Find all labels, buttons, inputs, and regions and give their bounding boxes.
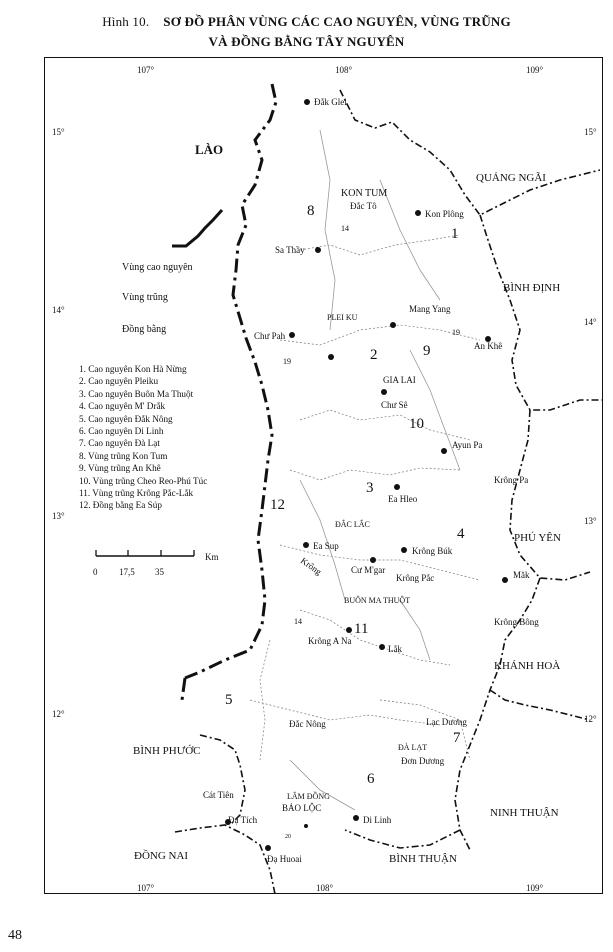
label-binh-phuoc: BÌNH PHƯỚC	[133, 745, 201, 757]
svg-text:Krông Pắc: Krông Pắc	[396, 573, 435, 583]
svg-text:Krông: Krông	[298, 555, 324, 577]
svg-text:Lắk: Lắk	[388, 644, 402, 654]
dot-chu-pah	[289, 332, 295, 338]
label-khanh-hoa: KHÁNH HOÀ	[494, 660, 561, 672]
svg-text:Đắc Nông: Đắc Nông	[289, 719, 326, 729]
svg-text:Ea Hleo: Ea Hleo	[388, 494, 418, 504]
label-dac-lac: ĐẮC LẮC	[335, 520, 370, 529]
svg-text:20: 20	[285, 834, 291, 840]
dot-krong-ana	[346, 627, 352, 633]
svg-text:0: 0	[93, 567, 98, 577]
svg-text:Mang Yang: Mang Yang	[409, 304, 451, 314]
svg-text:Cư M'gar: Cư M'gar	[351, 565, 386, 575]
label-quang-ngai: QUẢNG NGÃI	[476, 172, 546, 184]
label-binh-thuan: BÌNH THUẬN	[389, 853, 457, 865]
label-bao-loc: BẢO LỘC	[282, 803, 322, 813]
dot-sa-thay	[315, 247, 321, 253]
svg-text:17,5: 17,5	[119, 567, 135, 577]
rivers	[290, 130, 460, 810]
svg-text:Chư Pah: Chư Pah	[254, 331, 286, 341]
legend-item: 1. Cao nguyên Kon Hà Nừng	[79, 364, 187, 374]
svg-text:13°: 13°	[52, 511, 65, 521]
svg-text:Đắk Glei: Đắk Glei	[314, 97, 347, 107]
label-pleiku: PLEI KU	[327, 313, 358, 322]
svg-text:Đơn Dương: Đơn Dương	[401, 756, 445, 766]
svg-text:15°: 15°	[584, 127, 597, 137]
svg-text:Krông A Na: Krông A Na	[308, 636, 352, 646]
dot-ayun-pa	[441, 448, 447, 454]
svg-text:3: 3	[366, 480, 374, 496]
dot-ea-hleo	[394, 484, 400, 490]
svg-text:35: 35	[155, 567, 164, 577]
label-da-lat: ĐÀ LẠT	[398, 743, 428, 752]
svg-text:Di Linh: Di Linh	[363, 815, 392, 825]
legend-item: 12. Đồng bằng Ea Súp	[79, 500, 162, 511]
dot-ea-sup	[303, 542, 309, 548]
svg-text:11: 11	[354, 621, 369, 637]
svg-text:13°: 13°	[584, 516, 597, 526]
label-lao: LÀO	[195, 142, 224, 157]
dot-da-huoai	[265, 845, 271, 851]
dot-cu-mgar	[370, 557, 376, 563]
legend-plain: Đồng bằng	[122, 324, 167, 335]
svg-text:109°: 109°	[526, 65, 544, 75]
svg-text:Đạ Huoai: Đạ Huoai	[267, 854, 302, 864]
svg-text:107°: 107°	[137, 65, 155, 75]
legend-depression: Vùng trũng	[122, 292, 168, 303]
legend-item: 10. Vùng trũng Cheo Reo-Phú Túc	[79, 475, 208, 486]
svg-text:15°: 15°	[52, 127, 65, 137]
label-ninh-thuan: NINH THUẬN	[490, 807, 559, 819]
scale-bar	[93, 550, 219, 577]
svg-text:10: 10	[409, 416, 424, 432]
svg-text:Măk: Măk	[513, 570, 530, 580]
svg-text:12: 12	[270, 497, 285, 513]
map-title-line2: VÀ ĐỒNG BẰNG TÂY NGUYÊN	[208, 34, 405, 49]
legend-item: 11. Vùng trũng Krông Pắc-Lắk	[79, 488, 194, 499]
svg-text:108°: 108°	[316, 883, 334, 893]
svg-text:Cát Tiên: Cát Tiên	[203, 790, 234, 800]
laos-border-spur	[172, 210, 222, 246]
legend-item: 8. Vùng trũng Kon Tum	[79, 450, 168, 461]
svg-text:107°: 107°	[137, 883, 155, 893]
svg-text:Chư Sê: Chư Sê	[381, 400, 408, 410]
page-number: 48	[8, 928, 22, 943]
svg-text:8: 8	[307, 203, 315, 219]
svg-text:108°: 108°	[335, 65, 353, 75]
label-lam-dong: LÂM ĐỒNG	[287, 792, 330, 801]
svg-text:19: 19	[452, 328, 460, 337]
dot-bao-loc	[304, 824, 308, 828]
dot-pleiku	[328, 354, 334, 360]
dot-mak	[502, 577, 508, 583]
svg-text:Đạ Tích: Đạ Tích	[228, 815, 258, 825]
dot-chu-se	[381, 389, 387, 395]
svg-text:12°: 12°	[584, 714, 597, 724]
svg-text:1: 1	[451, 226, 459, 242]
svg-text:14°: 14°	[584, 317, 597, 327]
label-kon-tum: KON TUM	[341, 188, 388, 199]
svg-text:Lạc Dương: Lạc Dương	[426, 717, 467, 727]
svg-text:14: 14	[294, 617, 302, 626]
dot-krong-buk	[401, 547, 407, 553]
dot-di-linh	[353, 815, 359, 821]
figure-label: Hình 10.	[102, 14, 150, 29]
dot-dak-glei	[304, 99, 310, 105]
legend-plateau: Vùng cao nguyên	[122, 262, 193, 273]
svg-text:9: 9	[423, 343, 431, 359]
label-phu-yen: PHÚ YÊN	[514, 532, 561, 544]
svg-text:Ayun Pa: Ayun Pa	[452, 440, 483, 450]
legend-item: 2. Cao nguyên Pleiku	[79, 376, 159, 387]
svg-text:109°: 109°	[526, 883, 544, 893]
svg-text:Km: Km	[205, 552, 219, 562]
svg-text:12°: 12°	[52, 709, 65, 719]
svg-text:Sa Thầy: Sa Thầy	[275, 245, 305, 255]
zone-numbers	[225, 203, 465, 787]
svg-text:Krông Bông: Krông Bông	[494, 617, 539, 627]
svg-text:An Khê: An Khê	[474, 341, 503, 351]
label-buon-ma-thuot: BUÔN MA THUỘT	[344, 596, 411, 605]
label-dong-nai: ĐỒNG NAI	[134, 850, 189, 862]
svg-text:6: 6	[367, 771, 375, 787]
svg-text:Đắc Tô: Đắc Tô	[350, 201, 377, 211]
svg-text:Krông Pa: Krông Pa	[494, 475, 529, 485]
legend-item: 9. Vùng trũng An Khê	[79, 463, 161, 474]
legend-item: 5. Cao nguyên Đắk Nông	[79, 413, 173, 424]
svg-text:Kon Plông: Kon Plông	[425, 209, 464, 219]
dot-mang-yang	[390, 322, 396, 328]
svg-text:5: 5	[225, 692, 233, 708]
svg-text:14°: 14°	[52, 305, 65, 315]
road-labels	[283, 224, 460, 840]
label-gia-lai: GIA LAI	[383, 375, 416, 385]
legend-item: 3. Cao nguyên Buôn Ma Thuột	[79, 388, 194, 399]
svg-text:7: 7	[453, 730, 461, 746]
svg-text:14: 14	[341, 224, 349, 233]
zone-legend	[79, 363, 207, 512]
province-boundaries	[175, 90, 603, 894]
svg-text:2: 2	[370, 347, 378, 363]
legend-item: 6. Cao nguyên Di Linh	[79, 426, 164, 437]
svg-text:19: 19	[283, 357, 291, 366]
label-binh-dinh: BÌNH ĐỊNH	[503, 282, 561, 294]
legend-item: 7. Cao nguyên Đà Lạt	[79, 438, 160, 449]
svg-text:Ea Sup: Ea Sup	[313, 541, 339, 551]
svg-text:Krông Búk: Krông Búk	[412, 546, 453, 556]
title-text-1: SƠ ĐỒ PHÂN VÙNG CÁC CAO NGUYÊN, VÙNG TRŨNG	[163, 14, 511, 29]
svg-text:4: 4	[457, 526, 465, 542]
legend-item: 4. Cao nguyên M' Drắk	[79, 401, 166, 412]
dot-kon-plong	[415, 210, 421, 216]
dot-lak	[379, 644, 385, 650]
